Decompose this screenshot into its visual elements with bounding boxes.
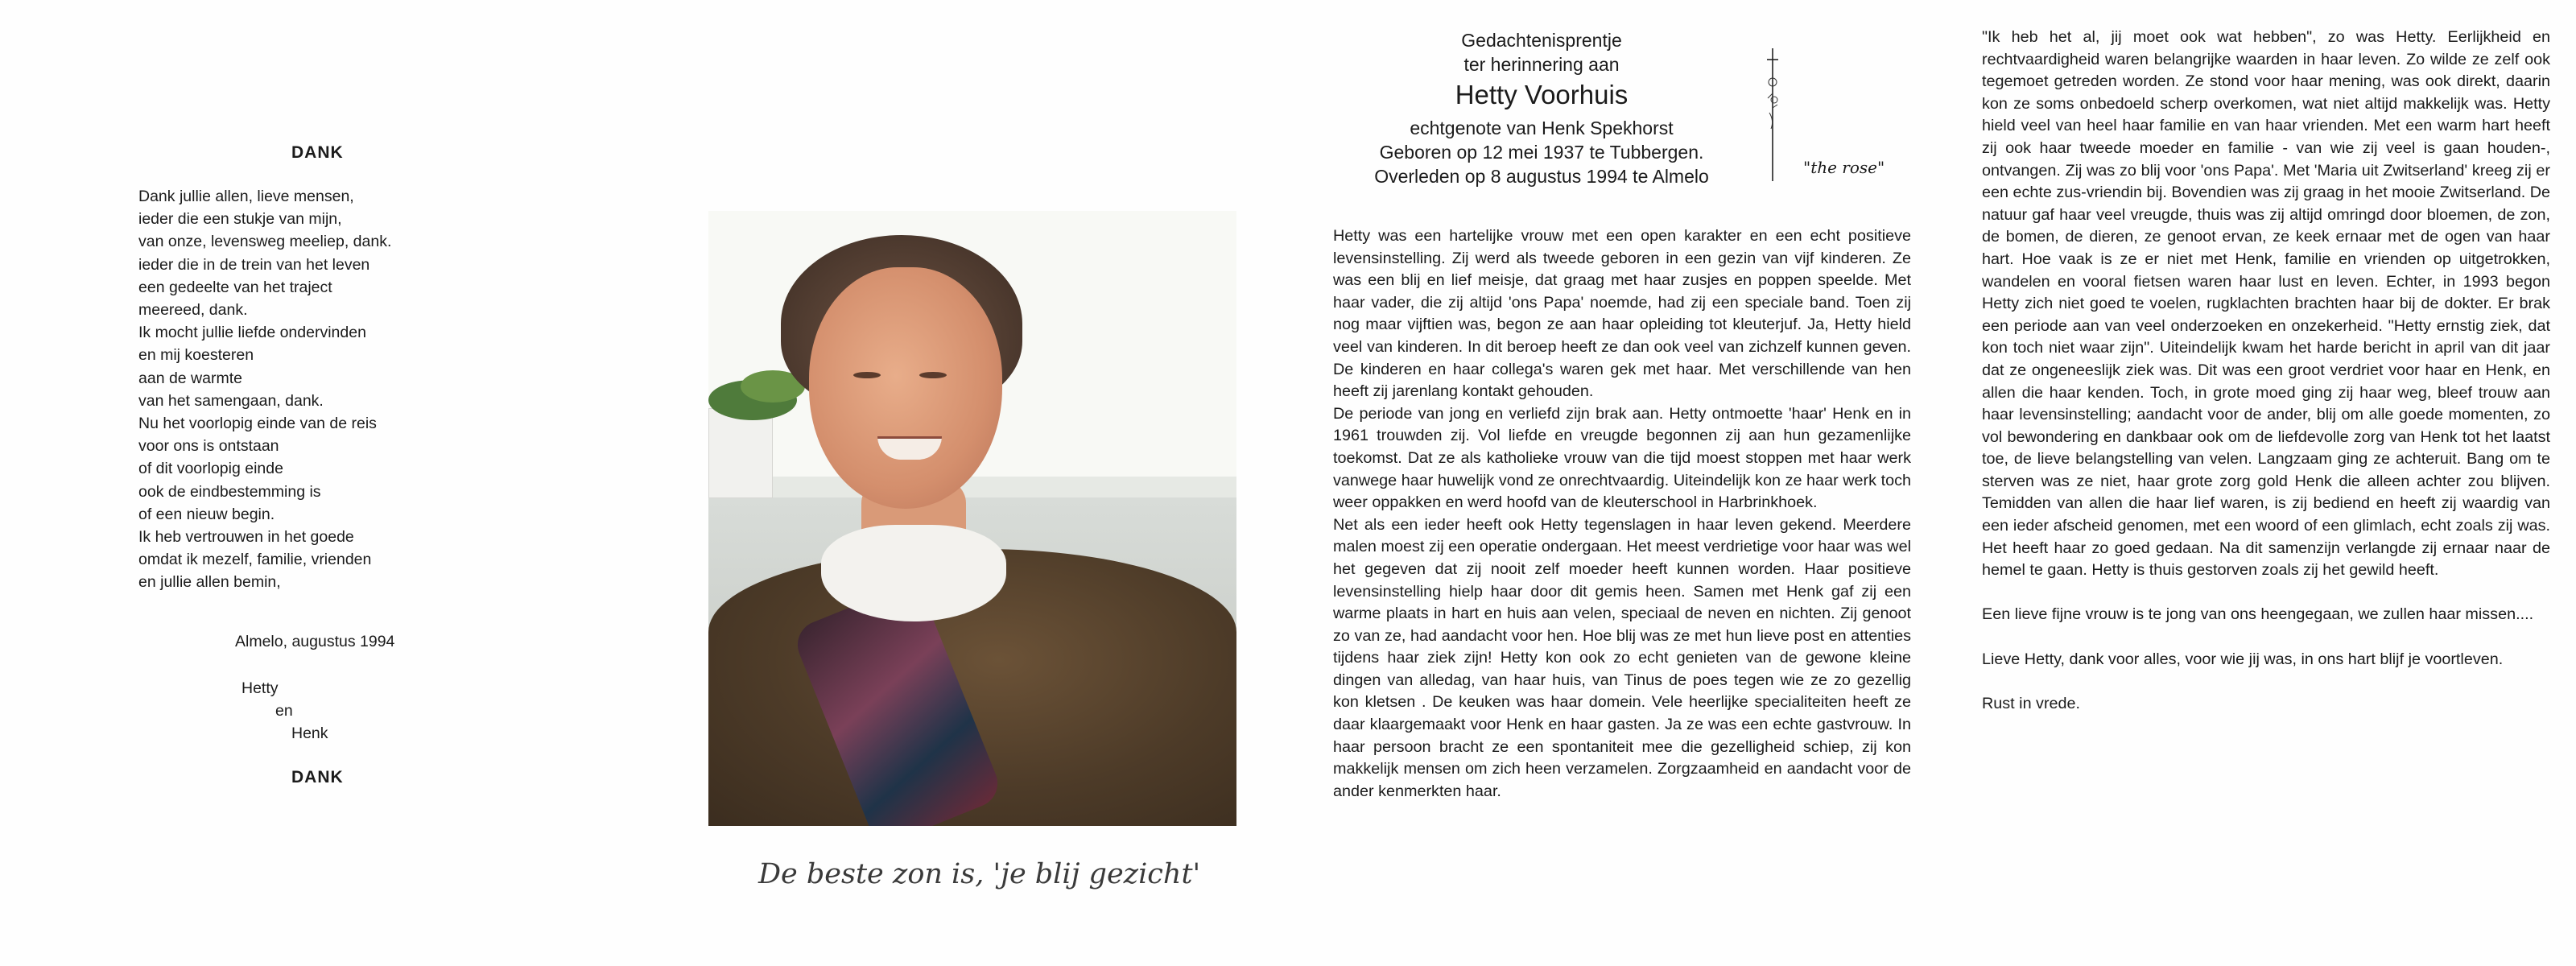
poem-line: meereed, dank. xyxy=(138,301,248,320)
poem-line: voor ons is ontstaan xyxy=(138,437,279,456)
photo-plant-pot xyxy=(708,408,773,498)
rose-label: "the rose" xyxy=(1803,158,1885,177)
biography-paragraph: De periode van jong en verliefd zijn brak aan. Hetty ontmoette 'haar' Henk en in 1961 trouwden zij. Vol liefde en vreugde begonnen zij aan hun gezamenlijke toekomst. Dat ze als katholieke vrouw van die tijd moest stoppen met haar werk vanwege haar huwelijk vond ze onrechtvaardig. Uiteindelijk kon ze haar werk toch weer oppakken en werd hoofd van de kleuterschool in Harbrinkhoek. xyxy=(1333,404,1911,512)
spouse-line: echtgenote van Henk Spekhorst xyxy=(1410,118,1674,138)
photo-window-ledge xyxy=(708,477,1236,500)
thanks-title: DANK xyxy=(291,143,344,162)
poem-line: ieder die een stukje van mijn, xyxy=(138,210,342,229)
signature-hetty: Hetty xyxy=(242,679,279,697)
photo-eye xyxy=(919,372,947,378)
poem-line: ook de eindbestemming is xyxy=(138,482,321,501)
biography-paragraph: Net als een ieder heeft ook Hetty tegenslagen in haar leven gekend. Meerdere malen moest zij een operatie ondergaan. Het meest verdrietige voor haar was wel het gegeven dat zij nooit zelf moeder heeft kunnen worden. Haar positieve levensinstelling hielp haar door dit gemis heen. Samen met Henk gaf zij een warme plaats in hart en huis aan velen, speciaal de neven en nichten. Zij genoot zo van ze, had aandacht voor hen. Hoe blij was ze met hun lieve post en attenties tijdens haar ziek zijn! Hetty kon ook zo echt genieten van de gewone kleine dingen van alledag, van haar huis, van Tinus de poes tegen wie ze zo gezellig kon kletsen . De keuken was haar domein. Vele heerlijke specialiteiten heeft ze daar klaargemaakt voor Henk en haar gasten. Ja ze was een echte gastvrouw. In haar persoon bracht ze een spontaniteit mee die gezelligheid schiep, zij kon makkelijk mensen om zich heen verzamelen. Zorgzaamheid en aandacht voor de ander kenmerkten haar. xyxy=(1333,515,1911,800)
poem-line: en mij koesteren xyxy=(138,346,254,365)
biography-paragraph: Hetty was een hartelijke vrouw met een open karakter en een echt positieve levensinstelling. Zij werd als tweede geboren in een gezin van vijf kinderen. Ze was een blij en lief meisje, dat graag met haar zusjes en poppen speelde. Met haar vader, die zij altijd 'ons Papa' noemde, had zij een speciale band. Toen zij nog maar vijftien was, begon ze aan haar opleiding tot kleuterjuf. Ja, Hetty hield veel van kinderen. In dit beroep heeft ze dan ook veel van zichzelf kunnen geven. De kinderen en haar collega's waren gek met haar. Met verschillende van hen heeft zij jarenlang kontakt gehouden. xyxy=(1333,227,1911,401)
poem-line: omdat ik mezelf, familie, vrienden xyxy=(138,551,372,569)
poem-line: aan de warmte xyxy=(138,369,242,387)
photo-face xyxy=(809,267,1002,509)
rest-in-peace: Rust in vrede. xyxy=(1982,694,2081,712)
poem-line: ieder die in de trein van het leven xyxy=(138,255,370,274)
poem-line: van het samengaan, dank. xyxy=(138,391,324,410)
poem-line: Dank jullie allen, lieve mensen, xyxy=(138,188,354,205)
memorial-panel xyxy=(1296,0,1932,966)
farewell-paragraph: Lieve Hetty, dank voor alles, voor wie jij was, in ons hart blijf je voortleven. xyxy=(1982,650,2504,668)
crucifix-rose-icon xyxy=(1765,48,1781,181)
thanks-closing: DANK xyxy=(291,768,344,786)
poem-line: of dit voorlopig einde xyxy=(138,460,283,478)
thanks-panel xyxy=(0,0,644,966)
photo-caption: De beste zon is, 'je blij gezicht' xyxy=(758,858,1201,890)
memorial-subheading: ter herinnering aan xyxy=(1463,54,1620,75)
birth-line: Geboren op 12 mei 1937 te Tubbergen. xyxy=(1379,142,1704,163)
thanks-poem xyxy=(138,185,493,594)
photo-eye xyxy=(853,372,881,378)
poem-line: of een nieuw begin. xyxy=(138,505,275,523)
place-date: Almelo, augustus 1994 xyxy=(235,633,395,650)
poem-line: Ik mocht jullie liefde ondervinden xyxy=(138,324,366,342)
poem-line: Nu het voorlopig einde van de reis xyxy=(138,415,377,433)
poem-line: een gedeelte van het traject xyxy=(138,278,332,296)
continuation-panel xyxy=(1932,0,2576,966)
death-line: Overleden op 8 augustus 1994 te Almelo xyxy=(1374,166,1709,187)
biography-text xyxy=(1333,225,1911,803)
photo-panel xyxy=(644,0,1296,966)
photo-collar xyxy=(821,525,1006,621)
poem-line: Ik heb vertrouwen in het goede xyxy=(138,528,354,547)
poem-line: en jullie allen bemin, xyxy=(138,573,281,592)
continuation-text xyxy=(1982,27,2550,715)
memorial-heading: Gedachtenisprentje xyxy=(1461,30,1622,51)
continuation-paragraph: "Ik heb het al, jij moet ook wat hebben", zo was Hetty. Eerlijkheid en rechtvaardigheid waren belangrijke waarden in haar leven. Zo wilde ze zelf ook tegemoet getreden worden. Ze stond voor haar mening, was ook direkt, daarin kon ze soms onbedoeld scherp overkomen, wat niet altijd makkelijk was. Hetty hield veel van heel haar familie en van haar vrienden. Met een warm hart heeft zij ook haar tweede moeder en familie - van wie zij veel is gaan houden-, ontvangen. Zij was zo blij voor 'ons Papa'. Met 'Maria uit Zwitserland' kreeg zij er een echte zus-vriendin bij. Bovendien was zij graag in het mooie Zwitserland. De natuur gaf haar veel vreugde, thuis was zij altijd omringd door bloemen, de zon, de bomen, de dieren, ze genoot ervan, ze keek ernaar met de ogen van haar hart. Hoe vaak is ze er niet met Henk, familie en vrienden op uitgetrokken, wandelen en vooral fietsen waren haar lust en leven. Echter, in 1993 begon Hetty zich niet goed te voelen, rugklachten brachten haar bij de dokter. Er brak een periode aan van veel onderzoeken en onzekerheid. "Hetty ernstig ziek, dat kon toch niet waar zijn". Uiteindelijk kwam het harde bericht in april van dit jaar dat ze ongeneeslijk ziek was. Dit was een groot verdriet voor haar en Henk, en allen die haar kenden. Toch, in grote moed ging zij haar weg, bleef trouw aan haar levensinstelling; aandacht voor de ander, blij om alle goede momenten, zo vol bewondering en dankbaar ook om de liefdevolle zorg van Henk tot het laatst toe, de lieve belangstelling van velen. Langzaam ging ze achteruit. Bang om te sterven was ze niet, haar grote zorg gold Henk die alleen achter zou blijven. Temidden van allen die haar lief waren, is zij bediend en heeft zij waardig van een ieder afscheid genomen, met een woord of een glimlach, echt zoals zij was. Het heeft haar zo goed gedaan. Na dit samenzijn verlangde zij ernaar naar de hemel te gaan. Hetty is thuis gestorven zoals zij het gewild heeft. xyxy=(1982,28,2550,580)
poem-line: van onze, levensweg meeliep, dank. xyxy=(138,233,392,251)
signature-henk: Henk xyxy=(291,724,328,742)
deceased-name: Hetty Voorhuis xyxy=(1455,80,1629,109)
signature-en: en xyxy=(275,702,293,720)
farewell-paragraph: Een lieve fijne vrouw is te jong van ons heengegaan, we zullen haar missen.... xyxy=(1982,605,2534,624)
portrait-photo xyxy=(708,211,1236,826)
